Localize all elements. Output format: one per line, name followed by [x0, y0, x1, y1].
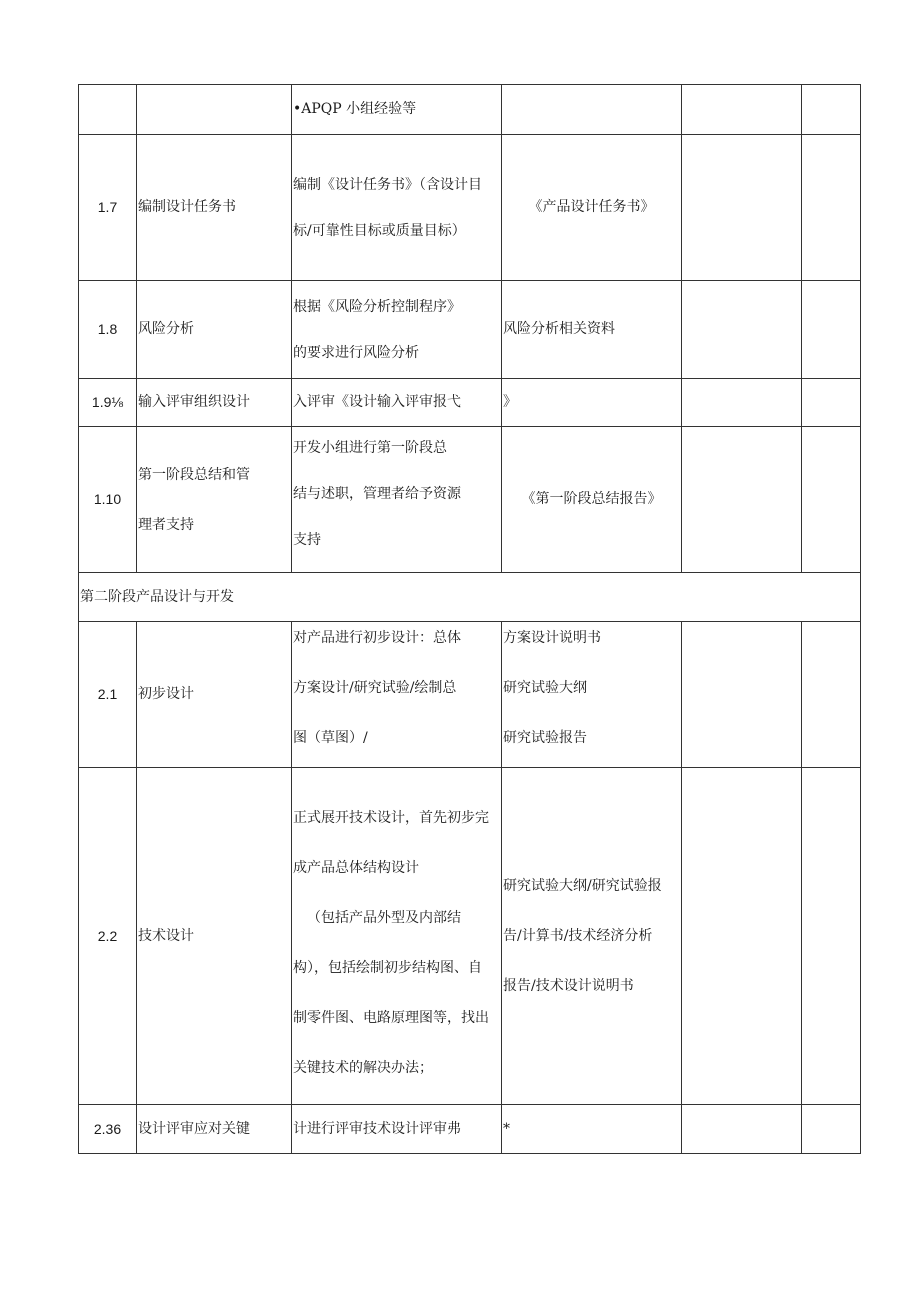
item-line: 第一阶段总结和管	[138, 466, 250, 483]
blank-cell	[802, 768, 861, 1105]
content-cell	[292, 135, 502, 281]
content-line: 计进行评审技术设计评审弗	[293, 1120, 461, 1137]
row-number: 2.1	[79, 622, 137, 768]
row-number: 2.36	[79, 1105, 137, 1154]
row-number: 1.10	[79, 427, 137, 573]
content-line: 制零件图、电路原理图等，找出	[293, 1010, 489, 1026]
item-cell	[137, 135, 292, 281]
blank-cell	[802, 85, 861, 135]
output-cell	[502, 135, 682, 281]
content-line: 构），包括绘制初步结构图、自	[293, 960, 482, 976]
content-line: 成产品总体结构设计	[293, 860, 419, 876]
item-line: 初步设计	[138, 686, 194, 703]
content-cell	[292, 768, 502, 1105]
table-row	[79, 1105, 861, 1154]
table-row	[79, 281, 861, 379]
output-line: 研究试验大纲/研究试验报	[503, 878, 662, 894]
output-cell	[502, 1105, 682, 1154]
plan-table	[78, 84, 861, 1154]
content-line: 的要求进行风险分析	[293, 344, 419, 361]
content-line: 方案设计/研究试验/绘制总	[293, 679, 457, 696]
content-line: 正式展开技术设计，首先初步完	[293, 810, 489, 826]
table-row	[79, 622, 861, 768]
blank-cell	[802, 1105, 861, 1154]
content-line: 支持	[293, 531, 321, 548]
content-line: 对产品进行初步设计：总体	[293, 629, 461, 646]
content-line: 关键技术的解决办法；	[293, 1060, 433, 1076]
output-line: 风险分析相关资料	[503, 321, 615, 338]
stage-title: 第二阶段产品设计与开发	[79, 573, 861, 622]
item-line: 输入评审组织设计	[138, 394, 250, 411]
blank-cell	[802, 427, 861, 573]
blank-cell	[682, 379, 802, 427]
row-number: 2.2	[79, 768, 137, 1105]
output-line: 告/计算书/技术经济分析	[503, 928, 653, 944]
content-line: 开发小组进行第一阶段总	[293, 439, 447, 456]
item-line: 理者支持	[138, 516, 194, 533]
output-line: 研究试验报告	[503, 729, 587, 746]
content-cell	[292, 281, 502, 379]
content-line: •APQP 小组经验等	[293, 101, 417, 118]
item-cell	[137, 379, 292, 427]
output-cell	[502, 85, 682, 135]
content-line: 结与述职，管理者给予资源	[293, 485, 461, 502]
output-cell	[502, 427, 682, 573]
content-line: （包括产品外型及内部结	[307, 910, 461, 926]
content-line: 图（草图）/	[293, 729, 368, 746]
output-line: 方案设计说明书	[503, 629, 601, 646]
row-number: 1.8	[79, 281, 137, 379]
item-cell	[137, 281, 292, 379]
content-line: 编制《设计任务书》（含设计目	[293, 176, 482, 193]
content-cell	[292, 1105, 502, 1154]
output-line: 《产品设计任务书》	[528, 199, 655, 216]
output-line: *	[503, 1120, 510, 1137]
content-cell	[292, 622, 502, 768]
output-cell	[502, 281, 682, 379]
content-cell	[292, 427, 502, 573]
table-row	[79, 85, 861, 135]
blank-cell	[682, 622, 802, 768]
item-cell	[137, 768, 292, 1105]
blank-cell	[682, 85, 802, 135]
row-number: 1.9⅛	[79, 379, 137, 427]
blank-cell	[682, 281, 802, 379]
blank-cell	[682, 427, 802, 573]
item-line: 技术设计	[138, 927, 194, 944]
output-line: 》	[503, 394, 517, 411]
content-cell	[292, 85, 502, 135]
item-cell	[137, 427, 292, 573]
item-line: 编制设计任务书	[138, 199, 236, 216]
blank-cell	[682, 768, 802, 1105]
blank-cell	[682, 1105, 802, 1154]
content-line: 根据《风险分析控制程序》	[293, 298, 461, 315]
output-line: 《第一阶段总结报告》	[521, 491, 662, 508]
blank-cell	[802, 622, 861, 768]
blank-cell	[802, 135, 861, 281]
row-number: 1.7	[79, 135, 137, 281]
table-row	[79, 135, 861, 281]
row-number	[79, 85, 137, 135]
item-cell	[137, 622, 292, 768]
content-cell	[292, 379, 502, 427]
blank-cell	[682, 135, 802, 281]
item-cell	[137, 1105, 292, 1154]
blank-cell	[802, 379, 861, 427]
content-line: 标/可靠性目标或质量目标）	[293, 222, 466, 239]
output-line: 研究试验大纲	[503, 679, 587, 696]
output-cell	[502, 622, 682, 768]
table-row	[79, 768, 861, 1105]
table-row	[79, 427, 861, 573]
item-line: 设计评审应对关键	[138, 1120, 250, 1137]
item-cell	[137, 85, 292, 135]
output-line: 报告/技术设计说明书	[503, 978, 634, 994]
output-cell	[502, 768, 682, 1105]
blank-cell	[802, 281, 861, 379]
output-cell	[502, 379, 682, 427]
content-line: 入评审《设计输入评审报弋	[293, 394, 461, 411]
item-line: 风险分析	[138, 321, 194, 338]
table-row	[79, 379, 861, 427]
